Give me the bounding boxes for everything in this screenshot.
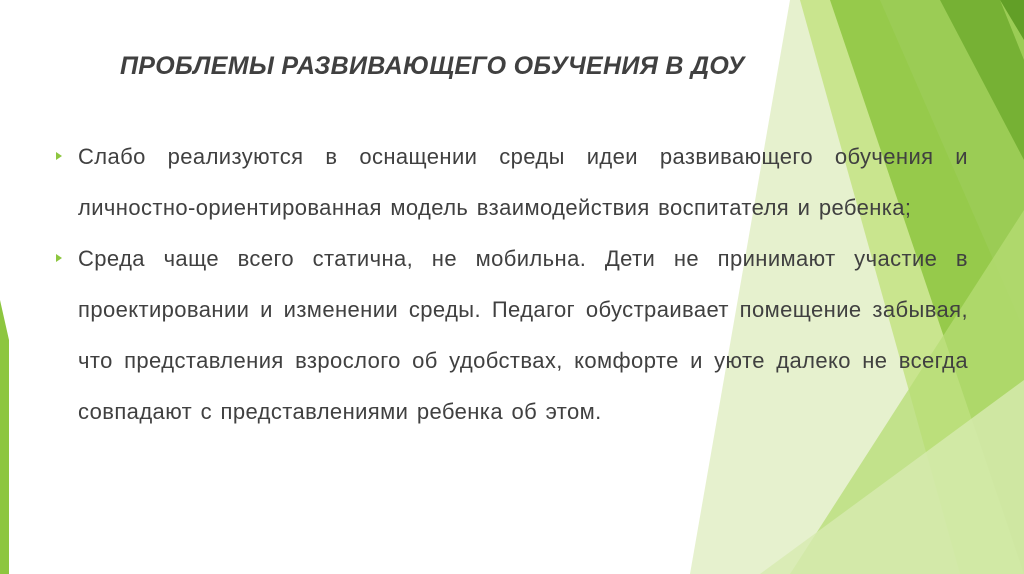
bullet-text: Слабо реализуются в оснащении среды идеи развивающего обучения и личностно-ориентированная модель взаимодействия воспитателя и ребенка; <box>78 144 968 220</box>
triangle-bullet-icon <box>56 254 62 262</box>
bullet-text: Среда чаще всего статична, не мобильна. Дети не принимают участие в проектировании и изменении среды. Педагог обустраивает помещение забывая, что представления взрослого об удобствах, комфорте и уюте далеко не всегда совпадают с представлениями ребенка об этом. <box>78 246 968 424</box>
left-green-edge-shape <box>0 300 9 574</box>
bullet-list <box>56 131 968 437</box>
bullet-item <box>56 233 968 437</box>
bullet-item <box>56 131 968 233</box>
triangle-bullet-icon <box>56 152 62 160</box>
slide-title: ПРОБЛЕМЫ РАЗВИВАЮЩЕГО ОБУЧЕНИЯ В ДОУ <box>120 52 745 80</box>
